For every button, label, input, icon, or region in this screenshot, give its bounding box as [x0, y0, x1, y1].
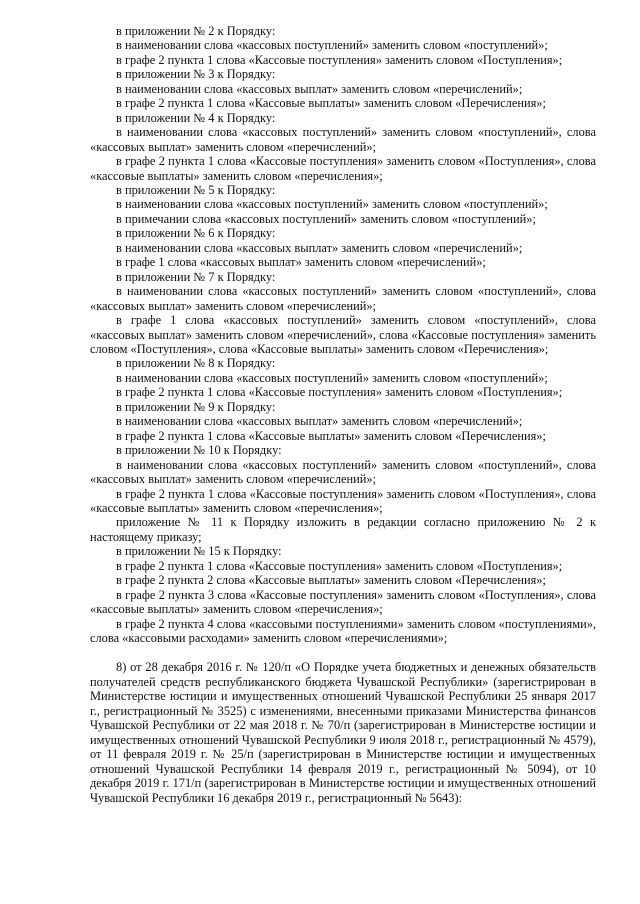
- paragraph: в графе 2 пункта 1 слова «Кассовые поступления» заменить словом «Поступления»;: [116, 385, 563, 400]
- paragraph: в графе 1 слова «кассовых выплат» заменить словом «перечислений»;: [116, 255, 486, 270]
- paragraph: в приложении № 2 к Порядку:: [116, 24, 276, 38]
- paragraph: в графе 2 пункта 1 слова «Кассовые поступления» заменить словом «Поступления»;: [116, 558, 563, 573]
- paragraph: в приложении № 8 к Порядку:: [116, 356, 276, 371]
- paragraph: в приложении № 7 к Порядку:: [116, 269, 276, 284]
- paragraph: в приложении № 6 к Порядку:: [116, 226, 276, 241]
- paragraph: в приложении № 10 к Порядку:: [116, 443, 282, 458]
- paragraph: в приложении № 4 к Порядку:: [116, 110, 276, 125]
- paragraph: в графе 2 пункта 4 слова «кассовыми поступлениями» заменить словом «поступлениями», слова «кассовыми расходами» заменить словом «перечислениями»;: [90, 616, 596, 646]
- paragraph: в наименовании слова «кассовых поступлений» заменить словом «поступлений», слова «кассовых выплат» заменить словом «перечислений»;: [90, 457, 596, 487]
- document-body: [90, 24, 596, 805]
- paragraph: 8) от 28 декабря 2016 г. № 120/п «О Порядке учета бюджетных и денежных обязательств получателей средств республиканского бюджета Чувашской Республики» (зарегистрирован в Министерстве юстиции и имущественных отношений Чувашской Республики 25 января 2017 г., регистрационный № 3525) с изменениями, внесенными приказами Министерства финансов Чувашской Республики от 22 мая 2018 г. № 70/п (зарегистрирован в Министерстве юстиции и имущественных отношений Чувашской Республики 9 июля 2018 г., регистрационный № 4579), от 11 февраля 2019 г. № 25/п (зарегистрирован в Министерстве юстиции и имущественных отношений Чувашской Республики 14 февраля 2019 г., регистрационный № 5094), от 10 декабря 2019 г. 171/п (зарегистрирован в Министерстве юстиции и имущественных отношений Чувашской Республики 16 декабря 2019 г., регистрационный № 5643):: [90, 660, 596, 805]
- paragraph: в наименовании слова «кассовых поступлений» заменить словом «поступлений», слова «кассовых выплат» заменить словом «перечислений»;: [90, 125, 596, 154]
- paragraph: в наименовании слова «кассовых поступлений» заменить словом «поступлений»;: [116, 38, 548, 53]
- paragraph: в наименовании слова «кассовых поступлений» заменить словом «поступлений»;: [116, 370, 548, 385]
- paragraph: в графе 1 слова «кассовых поступлений» заменить словом «поступлений», слова «кассовых выплат» заменить словом «перечислений», слова «Кассовые поступления» заменить словом «Поступления», слова «Кассовые выплаты» заменить словом «Перечисления»;: [90, 313, 596, 356]
- paragraph: в приложении № 3 к Порядку:: [116, 67, 276, 82]
- paragraph: в приложении № 5 к Порядку:: [116, 182, 276, 197]
- paragraph: в примечании слова «кассовых поступлений» заменить словом «поступлений»;: [116, 211, 536, 226]
- paragraph: в приложении № 9 к Порядку:: [116, 399, 276, 414]
- paragraph: в графе 2 пункта 1 слова «Кассовые поступления» заменить словом «Поступления»;: [116, 52, 563, 67]
- paragraph: в наименовании слова «кассовых выплат» заменить словом «перечислений»;: [116, 240, 523, 255]
- paragraph: в графе 2 пункта 3 слова «Кассовые поступления» заменить словом «Поступления», слова «кассовые выплаты» заменить словом «перечисления»;: [90, 587, 596, 617]
- paragraph: в графе 2 пункта 1 слова «Кассовые поступления» заменить словом «Поступления», слова «кассовые выплаты» заменить словом «перечисления»;: [90, 486, 596, 515]
- paragraph: в наименовании слова «кассовых выплат» заменить словом «перечислений»;: [116, 414, 523, 429]
- paragraph: в графе 2 пункта 2 слова «Кассовые выплаты» заменить словом «Перечисления»;: [116, 573, 546, 588]
- paragraph: приложение № 11 к Порядку изложить в редакции согласно приложению № 2 к настоящему приказу;: [90, 515, 596, 544]
- paragraph: в приложении № 15 к Порядку:: [116, 544, 282, 559]
- paragraph: в графе 2 пункта 1 слова «Кассовые выплаты» заменить словом «Перечисления»;: [116, 96, 546, 111]
- paragraph: в графе 2 пункта 1 слова «Кассовые выплаты» заменить словом «Перечисления»;: [116, 428, 546, 443]
- paragraph: в наименовании слова «кассовых поступлений» заменить словом «поступлений», слова «кассовых выплат» заменить словом «перечислений»;: [90, 284, 596, 313]
- paragraph: в графе 2 пункта 1 слова «Кассовые поступления» заменить словом «Поступления», слова «кассовые выплаты» заменить словом «перечисления»;: [90, 154, 596, 183]
- paragraph: в наименовании слова «кассовых поступлений» заменить словом «поступлений»;: [116, 197, 548, 212]
- paragraph: в наименовании слова «кассовых выплат» заменить словом «перечислений»;: [116, 81, 523, 96]
